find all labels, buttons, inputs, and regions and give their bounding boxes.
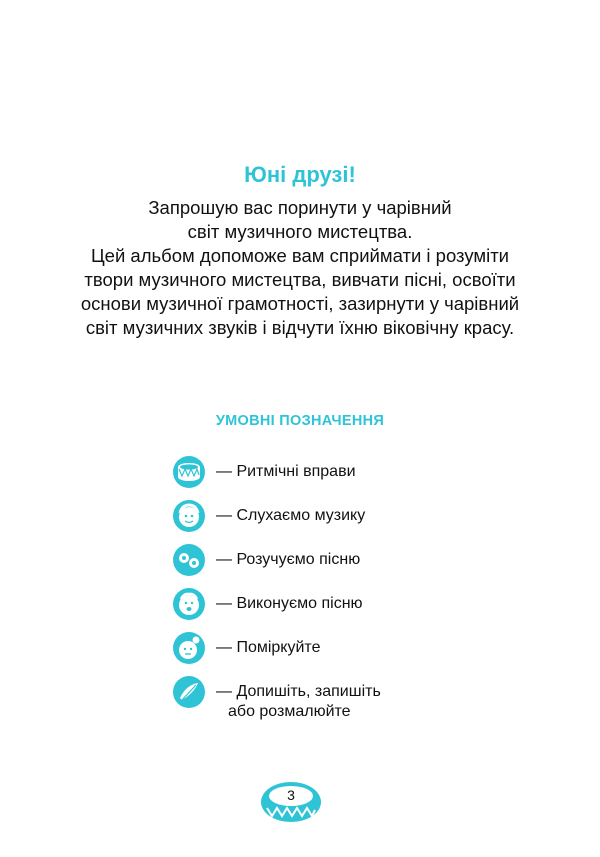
learning-song-icon xyxy=(172,543,206,577)
legend-item-performing xyxy=(172,587,492,631)
intro-line: світ музичних звуків і відчути їхню віковічну красу. xyxy=(85,317,515,338)
legend-title: УМОВНІ ПОЗНАЧЕННЯ xyxy=(215,413,385,429)
legend-text xyxy=(216,682,381,722)
legend-text: — Виконуємо пісню xyxy=(216,595,363,612)
intro-line: твори музичного мистецтва, вивчати пісні, освоїти xyxy=(84,269,516,290)
legend-item-rhythm xyxy=(172,455,492,499)
intro-line: основи музичної грамотності, зазирнути у чарівний xyxy=(80,293,520,314)
intro-line: світ музичного мистецтва. xyxy=(187,221,413,242)
intro-line: Цей альбом допоможе вам сприймати і розуміти xyxy=(90,245,510,266)
performing-song-icon xyxy=(172,587,206,621)
rhythm-exercises-icon xyxy=(172,455,206,489)
legend-item-learning xyxy=(172,543,492,587)
legend-item-listening xyxy=(172,499,492,543)
legend-text: — Поміркуйте xyxy=(216,639,321,656)
legend-list xyxy=(172,455,492,725)
page-number: 3 xyxy=(287,787,295,803)
legend-text: — Слухаємо музику xyxy=(216,507,366,524)
legend-text-line: — Допишіть, запишіть xyxy=(216,683,381,700)
thinking-icon xyxy=(172,631,206,665)
legend-text: — Розучуємо пісню xyxy=(216,551,361,568)
greeting-heading: Юні друзі! xyxy=(244,162,356,187)
legend-text-line: або розмалюйте xyxy=(228,703,351,720)
writing-drawing-icon xyxy=(172,675,206,709)
legend-item-writing xyxy=(172,675,492,725)
listening-music-icon xyxy=(172,499,206,533)
legend-item-thinking xyxy=(172,631,492,675)
legend-text: — Ритмічні вправи xyxy=(216,463,356,480)
intro-line: Запрошую вас поринути у чарівний xyxy=(148,197,452,218)
intro-paragraph xyxy=(40,196,560,340)
